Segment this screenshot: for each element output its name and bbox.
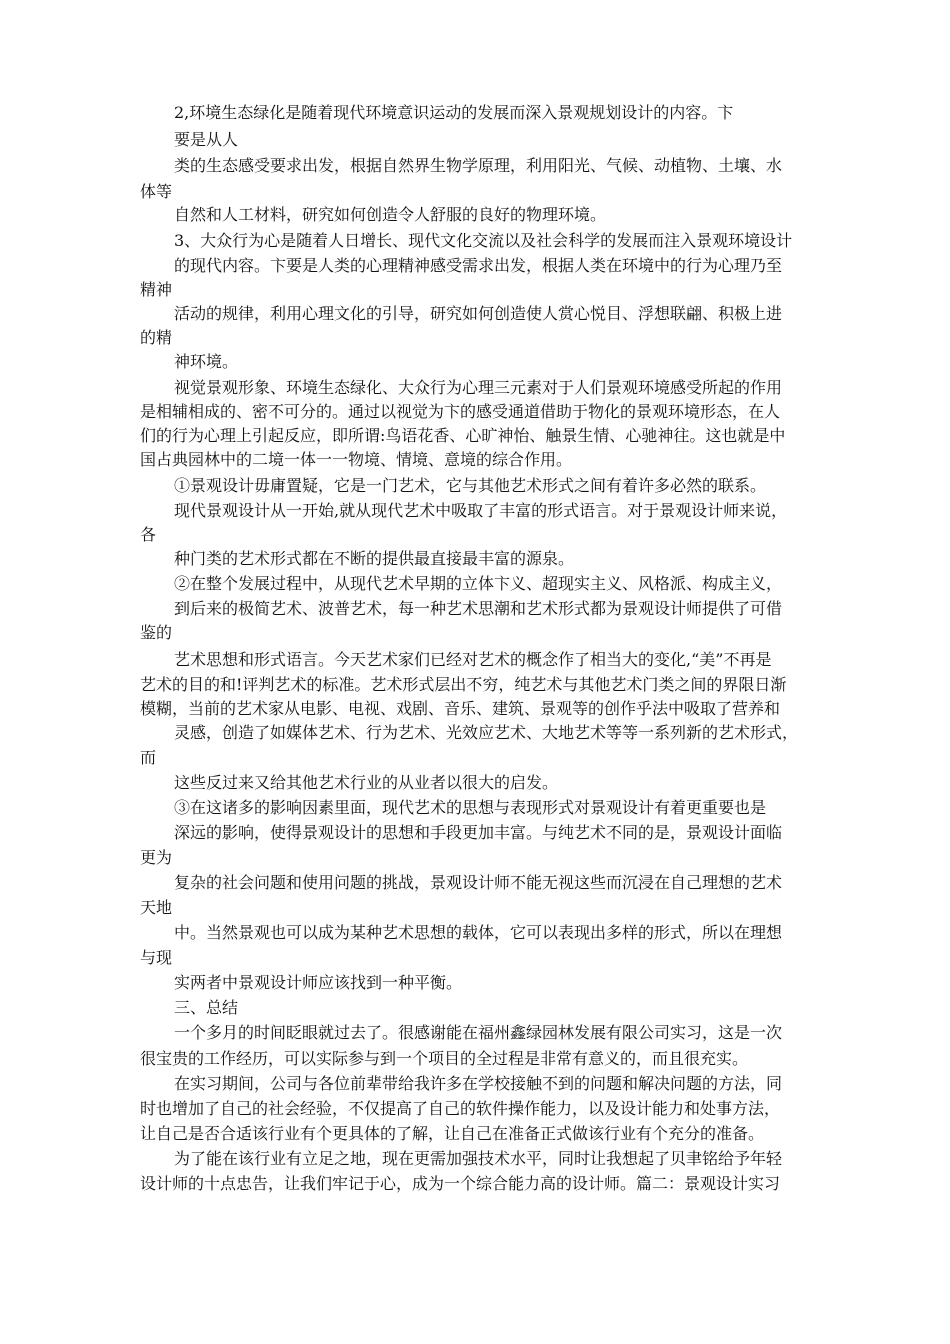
- text-line: 视觉景观形象、环境生态绿化、大众行为心理三元素对于人们景观环境感受所起的作用: [174, 378, 783, 397]
- text-line: 们的行为心理上引起反应，即所谓:鸟语花香、心旷神怡、触景生情、心驰神往。这也就是中: [140, 426, 786, 445]
- text-line: 一个多月的时间眨眼就过去了。很感谢能在福州鑫绿园林发展有限公司实习，这是一次: [174, 1023, 783, 1042]
- text-line: 是相辅相成的、密不可分的。通过以视觉为卞的感受通道借助于物化的景观环境形态，在人: [140, 402, 781, 421]
- text-line: 与现: [140, 948, 173, 967]
- text-line: 现代景观设计从一开始,就从现代艺术中吸取了丰富的形式语言。对于景观设计师来说，: [174, 501, 788, 520]
- text-line: 为了能在该行业有立足之地，现在更需加强技术水平，同时让我想起了贝聿铭给予年轻: [174, 1149, 783, 1168]
- text-line: 在实习期间，公司与各位前辈带给我许多在学校接触不到的问题和解决问题的方法，同: [174, 1074, 783, 1093]
- text-line: 2,环境生态绿化是随着现代环境意识运动的发展而深入景观规划设计的内容。卞: [174, 103, 734, 122]
- text-line: 模糊，当前的艺术家从电影、电视、戏剧、音乐、建筑、景观等的创作乎法中吸取了营养和: [140, 699, 781, 718]
- text-line: 很宝贵的工作经历，可以实际参与到一个项目的全过程是非常有意义的，而且很充实。: [140, 1049, 749, 1068]
- text-line: 神环境。: [174, 352, 239, 371]
- text-line: ①景观设计毋庸置疑，它是一门艺术，它与其他艺术形式之间有着许多必然的联系。: [174, 476, 767, 495]
- text-line: 各: [140, 525, 157, 544]
- text-line: 灵感，创造了如媒体艺术、行为艺术、光效应艺术、大地艺术等等一系列新的艺术形式，: [174, 723, 799, 742]
- text-line: 这些反过来又给其他艺术行业的从业者以很大的启发。: [174, 773, 559, 792]
- text-line: 到后来的极简艺术、波普艺术，每一种艺术思潮和艺术形式都为景观设计师提供了可借: [174, 599, 783, 618]
- text-line: 体等: [140, 182, 173, 201]
- text-line: 设计师的十点忠告，让我们牢记于心，成为一个综合能力高的设计师。篇二：景观设计实习: [140, 1174, 781, 1193]
- text-line: 而: [140, 748, 157, 767]
- text-line: 天地: [140, 898, 173, 917]
- text-line: 更为: [140, 848, 173, 867]
- text-line: ②在整个发展过程中，从现代艺术早期的立体卞义、超现实主义、风格派、构成主义，: [174, 574, 783, 593]
- text-line: 艺术思想和形式语言。今天艺术家们已经对艺术的概念作了相当大的变化,“美”不再是: [174, 650, 772, 669]
- text-line: 国占典园林中的二境一体一一物境、情境、意境的综合作用。: [140, 450, 573, 469]
- text-line: 的现代内容。卞要是人类的心理精神感受需求出发，根据人类在环境中的行为心理乃至: [174, 256, 783, 275]
- text-line: 时也增加了自己的社会经验，不仅提高了自己的软件操作能力，以及设计能力和处事方法，: [140, 1099, 781, 1118]
- text-line: 鉴的: [140, 623, 173, 642]
- text-line: 3、大众行为心是随着人日增长、现代文化交流以及社会科学的发展而注入景观环境设计: [174, 231, 793, 250]
- text-line: 的精: [140, 328, 173, 347]
- text-line: 中。当然景观也可以成为某种艺术思想的载体，它可以表现出多样的形式，所以在理想: [174, 923, 783, 942]
- text-line: 精神: [140, 280, 173, 299]
- text-line: 实两者中景观设计师应该找到一种平衡。: [174, 973, 463, 992]
- text-line: 自然和人工材料，研究如何创造令人舒服的良好的物理环境。: [174, 205, 607, 224]
- text-line: 复杂的社会问题和使用问题的挑战，景观设计师不能无视这些而沉浸在自己理想的艺术: [174, 873, 783, 892]
- text-line: 要是从人: [174, 130, 239, 149]
- text-line: 深远的影响，使得景观设计的思想和手段更加丰富。与纯艺术不同的是，景观设计面临: [174, 823, 783, 842]
- text-line: 类的生态感受要求出发，根据自然界生物学原理，利用阳光、气候、动植物、土壤、水: [174, 156, 783, 175]
- section-heading: 三、总结: [174, 998, 239, 1017]
- text-line: ③在这诸多的影响因素里面，现代艺术的思想与表现形式对景观设计有着更重要也是: [174, 798, 767, 817]
- text-line: 活动的规律，利用心理文化的引导，研究如何创造使人赏心悦目、浮想联翩、积极上进: [174, 304, 783, 323]
- text-line: 艺术的目的和!评判艺术的标准。艺术形式层出不穷，纯艺术与其他艺术门类之间的界限日渐: [140, 675, 787, 694]
- text-line: 种门类的艺术形式都在不断的提供最直接最丰富的源泉。: [174, 549, 575, 568]
- text-line: 让自己是否合适该行业有个更具体的了解，让自己在准备正式做该行业有个充分的准备。: [140, 1124, 765, 1143]
